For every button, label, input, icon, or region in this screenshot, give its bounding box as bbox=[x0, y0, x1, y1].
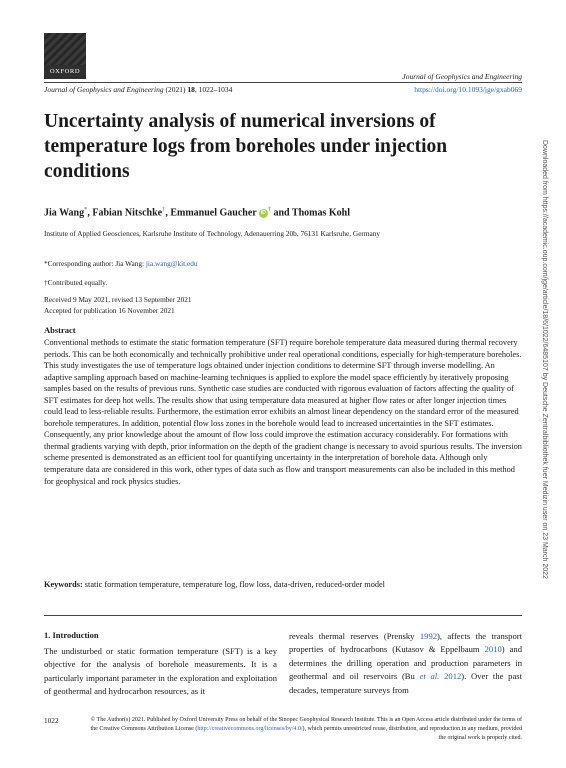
corresponding-label: *Corresponding author: Jia Wang: bbox=[44, 259, 146, 268]
article-title: Uncertainty analysis of numerical inversions of temperature logs from boreholes under injection conditions bbox=[44, 111, 448, 182]
intro-left-column: The undisturbed or static formation temperature (SFT) is a key objective for the analysis of borehole measurements. It is a particularly important parameter in the exploration and exploitation of geothermal and hydrocarbon resources, as it bbox=[44, 646, 277, 697]
keywords-text: static formation temperature, temperature log, flow loss, data-driven, reduced-order model bbox=[82, 580, 385, 589]
contrib-mark[interactable]: † bbox=[162, 206, 166, 213]
citation bbox=[44, 85, 232, 94]
email-link[interactable]: jia.wang@kit.edu bbox=[145, 259, 198, 268]
keywords bbox=[44, 579, 522, 591]
publisher-logo bbox=[44, 33, 86, 79]
corresponding-mark[interactable]: * bbox=[84, 206, 88, 213]
ref-link[interactable]: 2012 bbox=[444, 671, 462, 682]
intro-text: ), affects the transport properties of hydrocarbons (Kutasov & Eppelbaum bbox=[289, 631, 522, 655]
header-rule bbox=[44, 82, 522, 83]
author-kohl: and Thomas Kohl bbox=[270, 207, 350, 219]
page-number: 1022 bbox=[44, 716, 59, 725]
keywords-label: Keywords: bbox=[44, 580, 83, 589]
contrib-mark[interactable]: † bbox=[267, 206, 271, 213]
author-list bbox=[44, 206, 350, 218]
section-heading: 1. Introduction bbox=[44, 630, 99, 640]
citation-year: (2021) bbox=[165, 85, 186, 94]
contribution-note: †Contributed equally. bbox=[44, 278, 108, 287]
footer-text: © The Author(s) 2021. Published by Oxford University Press on behalf of the Sinopec Geophysical Research Institute. This is an Open Access article distributed under the terms of the Creative Commons Attribution License ( bbox=[90, 717, 522, 732]
affiliation: Institute of Applied Geosciences, Karlsruhe Institute of Technology, Adenauerring 20b, 76131 Karlsruhe, Germany bbox=[44, 229, 381, 238]
ref-link[interactable]: et al. bbox=[419, 671, 440, 682]
logo-text: OXFORD bbox=[49, 68, 81, 75]
author-gaucher: , Emmanuel Gaucher bbox=[165, 207, 257, 219]
accepted-date: Accepted for publication 16 November 2021 bbox=[44, 306, 175, 315]
abstract-text: Conventional methods to estimate the static formation temperature (SFT) require borehole temperature data measured during thermal recovery periods. This can be both economically and technically prohibitive under real operational conditions, especially for high-temperature boreholes. This study investigates the use of temperature logs obtained under injection conditions to determine SFT through inverse modelling. An adaptive sampling approach based on machine-learning techniques is applied to explore the model space efficiently by iteratively proposing samples based on the results of previous runs. Synthetic case studies are conducted with rigorous evaluation of factors affecting the quality of SFT estimates for deep hot wells. The results show that using temperature data measured at higher flow rates or after longer injection times could lead to less-reliable results. Furthermore, the estimation error exhibits an almost linear dependency on the standard error of the measured borehole temperatures. In addition, potential flow loss zones in the borehole would lead to increased uncertainties in the SFT estimates. Consequently, any prior knowledge about the amount of flow loss could improve the estimation accuracy considerably. For formations with thermal gradients varying with depth, prior information on the depth of the gradient change is necessary to avoid spurious results. The inversion scheme presented is demonstrated as an efficient tool for quantifying uncertainty in the interpretation of borehole data. Although only temperature data are considered in this work, other types of data such as flow and transport measurements can also be included in this method for geophysical and rock physics studies. bbox=[44, 338, 522, 486]
article-dates bbox=[44, 294, 192, 316]
doi-link[interactable]: https://doi.org/10.1093/jge/gxab069 bbox=[414, 85, 522, 94]
citation-journal: Journal of Geophysics and Engineering bbox=[44, 85, 164, 94]
citation-pages: , 1022–1034 bbox=[194, 85, 233, 94]
download-note: Downloaded from https://academic.oup.com/jge/article/18/6/1022/6485107 by Deutsche Zentralbibliothek fuer Medizin user on 23 March 2022 bbox=[541, 140, 548, 579]
download-watermark bbox=[539, 140, 549, 640]
ref-link[interactable]: 1992 bbox=[419, 631, 438, 641]
logo-pattern bbox=[44, 33, 86, 65]
copyright-footer bbox=[90, 716, 522, 743]
abstract-heading: Abstract bbox=[44, 325, 76, 335]
footer-text: ), which permits unrestricted reuse, distribution, and reproduction in any medium, provided the original work is properly cited. bbox=[302, 726, 522, 741]
intro-text: reveals thermal reserves (Prensky bbox=[289, 631, 420, 641]
citation-volume: 18 bbox=[187, 85, 195, 94]
author-wang: Jia Wang bbox=[44, 207, 85, 219]
journal-name: Journal of Geophysics and Engineering bbox=[402, 72, 522, 81]
corresponding-author bbox=[44, 259, 198, 268]
orcid-icon[interactable]: iD bbox=[260, 209, 266, 216]
author-nitschke: , Fabian Nitschke bbox=[87, 207, 163, 219]
received-date: Received 9 May 2021, revised 13 September 2021 bbox=[44, 295, 192, 304]
section-rule bbox=[44, 615, 522, 616]
ref-link[interactable]: 2010 bbox=[484, 644, 502, 655]
intro-right-column bbox=[289, 630, 522, 697]
intro-text: ) and determines the drilling operation and production parameters in geothermal and oil reservoirs (Bu bbox=[289, 644, 523, 682]
license-link[interactable]: http://creativecommons.org/licenses/by/4.0/ bbox=[197, 726, 303, 732]
intro-text: ). Over the past decades, temperature surveys from bbox=[289, 671, 523, 695]
